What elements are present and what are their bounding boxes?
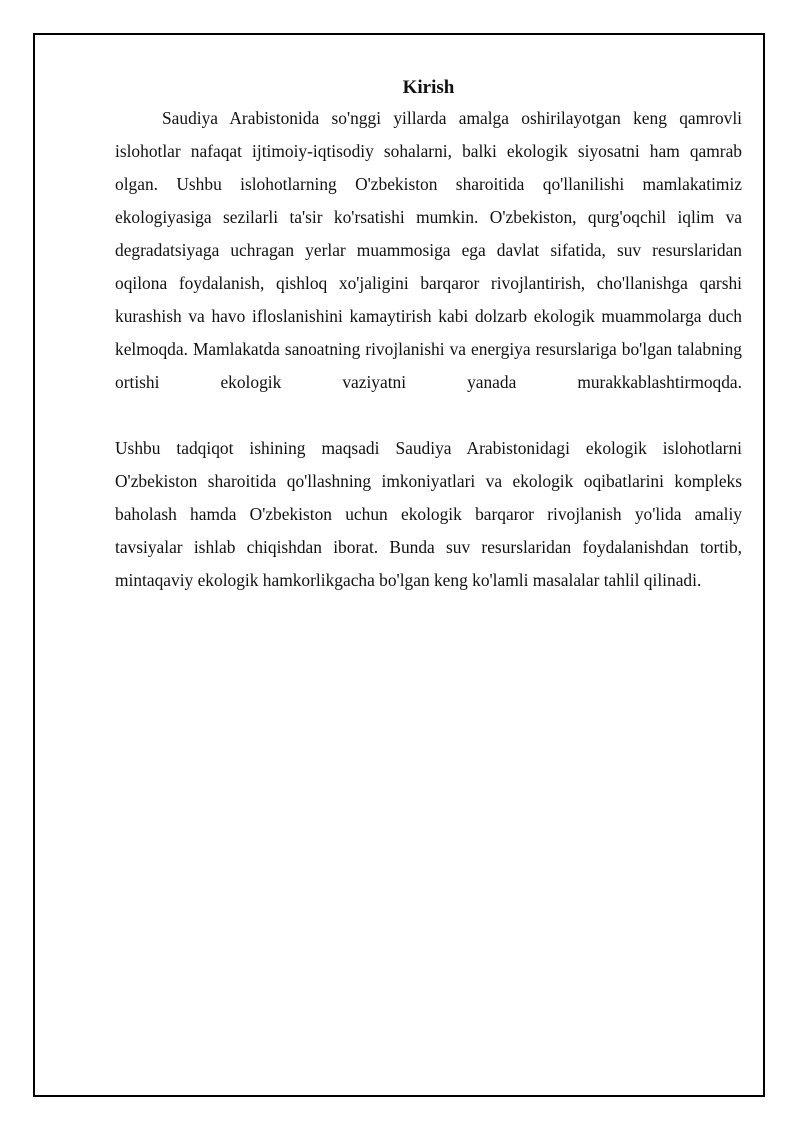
paragraph-spacer: [115, 399, 742, 432]
paragraph-intro: Saudiya Arabistonida so'nggi yillarda amalga oshirilayotgan keng qamrovli islohotlar nafaqat ijtimoiy-iqtisodiy sohalarni, balki ekologik siyosatni ham qamrab olgan. Ushbu islohotlarning O'zbekiston sharoitida qo'llanilishi mamlakatimiz ekologiyasiga sezilarli ta'sir ko'rsatishi mumkin. O'zbekiston, qurg'oqchil iqlim va degradatsiyaga uchragan yerlar muammosiga ega davlat sifatida, suv resurslaridan oqilona foydalanish, qishloq xo'jaligini barqaror rivojlantirish, cho'llanishga qarshi kurashish va havo ifloslanishini kamaytirish kabi dolzarb ekologik muammolarga duch kelmoqda. Mamlakatda sanoatning rivojlanishi va energiya resurslariga bo'lgan talabning ortishi ekologik vaziyatni yanada murakkablashtirmoqda.: [115, 108, 742, 392]
paragraph-aim: Ushbu tadqiqot ishining maqsadi Saudiya Arabistonidagi ekologik islohotlarni O'zbekiston sharoitida qo'llashning imkoniyatlari va ekologik oqibatlarini kompleks baholash hamda O'zbekiston uchun ekologik barqaror rivojlanish yo'lida amaliy tavsiyalar ishlab chiqishdan iborat. Bunda suv resurslaridan foydalanishdan tortib, mintaqaviy ekologik hamkorlikgacha bo'lgan keng ko'lamli masalalar tahlil qilinadi.: [115, 438, 742, 590]
document-body: [115, 74, 742, 597]
section-heading: Kirish: [402, 77, 455, 98]
